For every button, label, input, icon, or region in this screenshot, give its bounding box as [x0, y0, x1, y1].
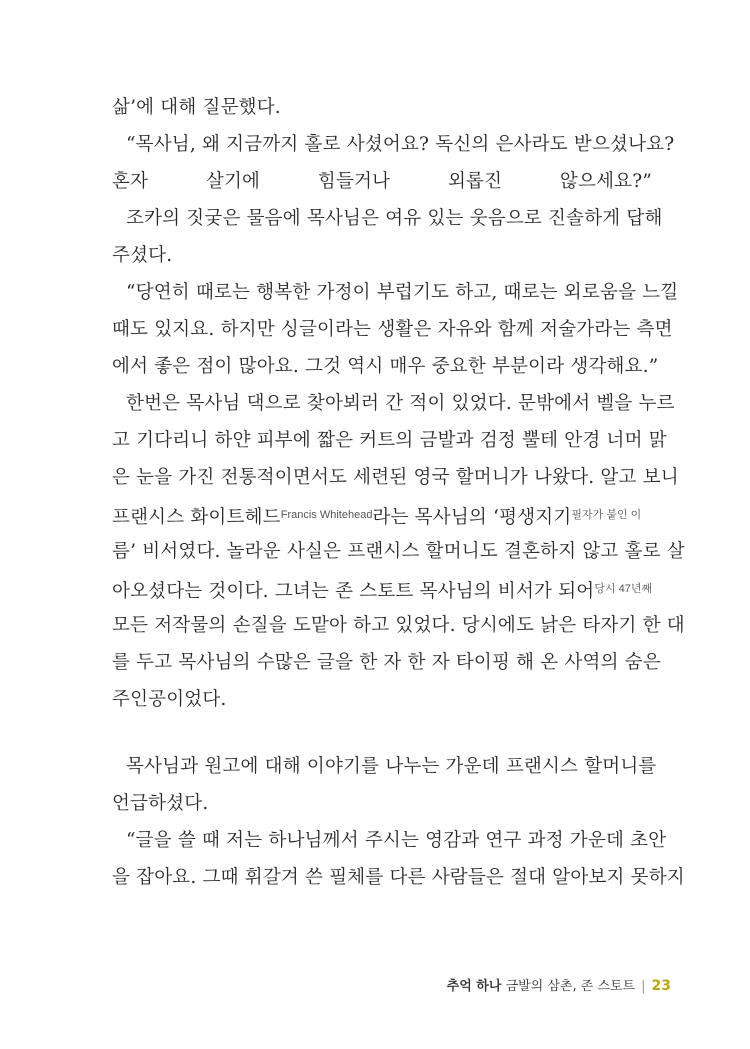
page-footer: [447, 975, 671, 994]
text-line: 고 기다리니 하얀 피부에 짧은 커트의 금발과 검정 뿔테 안경 너머 맑: [112, 430, 667, 451]
text-line: 때도 있지요. 하지만 싱글이라는 생활은 자유와 함께 저술가라는 측면: [112, 319, 673, 340]
text-line-with-note: [112, 577, 652, 604]
inline-note: 필자가 붙인 이: [571, 509, 642, 521]
text-line: “당연히 때로는 행복한 가정이 부럽기도 하고, 때로는 외로움을 느낄: [126, 282, 679, 303]
text-line: “목사님, 왜 지금까지 홀로 사셨어요? 독신의 은사라도 받으셨나요?: [126, 134, 675, 155]
text-line: 목사님과 원고에 대해 이야기를 나누는 가운데 프랜시스 할머니를: [126, 756, 657, 777]
footer-chapter: 추억 하나: [446, 979, 502, 994]
text-segment: 아오셨다는 것이다. 그녀는 존 스토트 목사님의 비서가 되어: [112, 581, 595, 602]
text-line: 은 눈을 가진 전통적이면서도 세련된 영국 할머니가 나왔다. 알고 보니: [112, 467, 679, 488]
page-number: 23: [651, 978, 671, 994]
text-line: 삶’에 대해 질문했다.: [112, 97, 281, 118]
text-line: 혼자 살기에 힘들거나 외롭진 않으세요?”: [112, 171, 652, 192]
text-segment: 라는 목사님의 ‘평생지기: [372, 507, 572, 528]
text-line: 주인공이었다.: [112, 689, 227, 710]
text-line-with-notes: [112, 503, 652, 530]
footer-separator: |: [641, 979, 646, 994]
text-line: 에서 좋은 점이 많아요. 그것 역시 매우 중요한 부분이라 생각해요.”: [112, 356, 659, 377]
text-segment: 프랜시스 화이트헤드: [112, 507, 281, 528]
inline-note: 당시 47년째: [594, 583, 653, 595]
inline-note-english: Francis Whitehead: [280, 509, 373, 521]
footer-title: 금발의 삼촌, 존 스토트: [505, 979, 636, 994]
text-line: 름’ 비서였다. 놀라운 사실은 프랜시스 할머니도 결혼하지 않고 홀로 살: [112, 541, 685, 562]
text-line: 를 두고 목사님의 수많은 글을 한 자 한 자 타이핑 해 온 사역의 숨은: [112, 652, 661, 673]
text-line: 조카의 짓궂은 물음에 목사님은 여유 있는 웃음으로 진솔하게 답해: [126, 208, 663, 229]
text-line: 주셨다.: [112, 245, 173, 266]
text-line: “글을 쓸 때 저는 하나님께서 주시는 영감과 연구 과정 가운데 초안: [126, 830, 667, 851]
text-line: 을 잡아요. 그때 휘갈겨 쓴 필체를 다른 사람들은 절대 알아보지 못하지: [112, 867, 685, 888]
text-line: 모든 저작물의 손질을 도맡아 하고 있었다. 당시에도 낡은 타자기 한 대: [112, 615, 685, 636]
text-line: 한번은 목사님 댁으로 찾아뵈러 간 적이 있었다. 문밖에서 벨을 누르: [126, 393, 675, 414]
text-line: 언급하셨다.: [112, 793, 209, 814]
